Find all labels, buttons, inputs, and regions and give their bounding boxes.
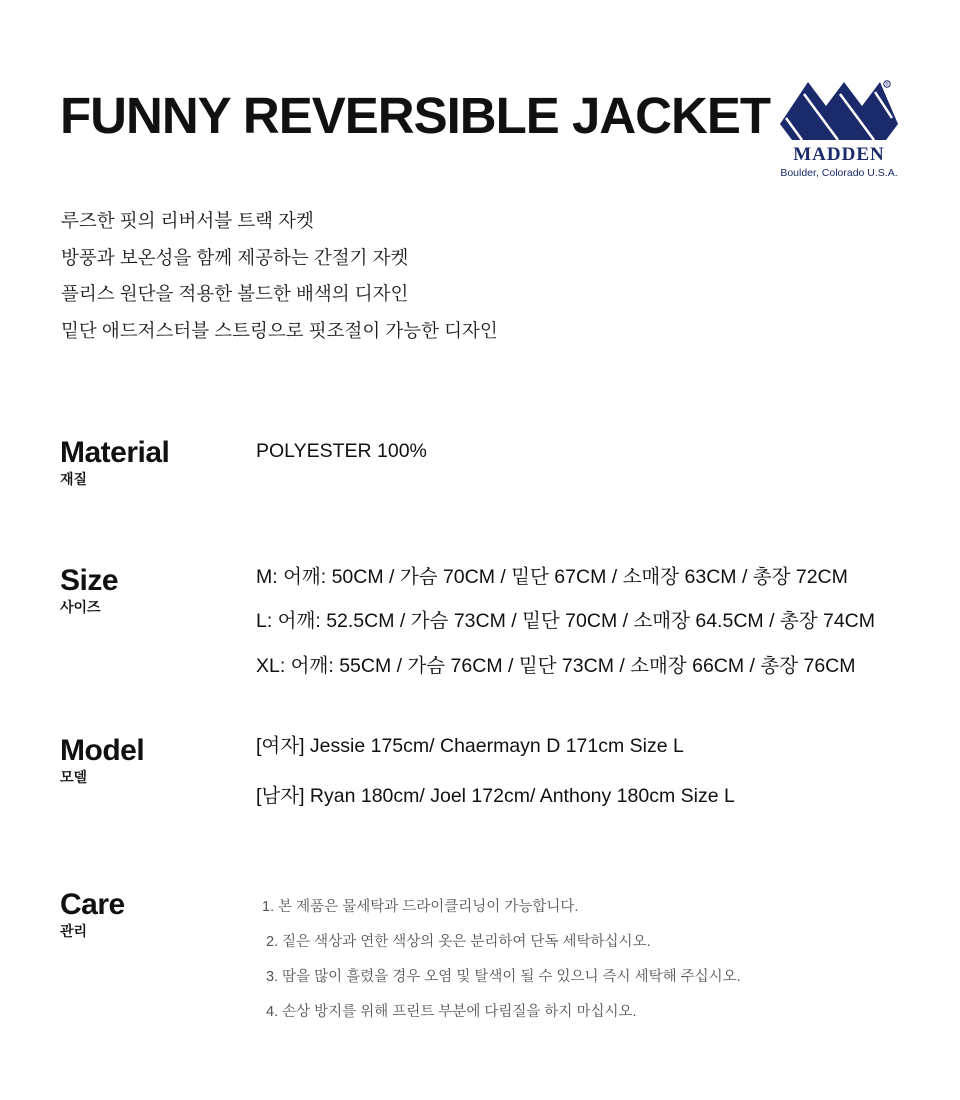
size-label-ko: 사이즈 [60,599,101,615]
material-label-ko: 재질 [60,471,88,487]
size-label-en: Size [60,564,119,597]
care-instruction-list [262,890,741,1030]
size-row-m: M: 어깨: 50CM / 가슴 70CM / 밑단 67CM / 소매장 63CM / 총장 72CM [256,566,848,588]
size-section-label [60,564,118,616]
model-row-women: [여자] Jessie 175cm/ Chaermayn D 171cm Size L [256,735,684,757]
care-item: 3. 땀을 많이 흘렸을 경우 오염 및 탈색이 될 수 있으니 즉시 세탁해 주십시오. [266,969,741,985]
feature-item: 밑단 애드저스터블 스트링으로 핏조절이 가능한 디자인 [61,319,498,341]
feature-list [61,203,498,349]
feature-item: 방풍과 보온성을 함께 제공하는 간절기 자켓 [61,246,409,268]
mountain-logo-icon [778,78,900,144]
feature-item: 플리스 원단을 적용한 볼드한 배색의 디자인 [61,283,409,304]
model-label-en: Model [60,734,145,767]
madden-logo [778,78,900,182]
care-item: 2. 짙은 색상과 연한 색상의 옷은 분리하여 단독 세탁하십시오. [266,934,651,950]
material-section-label [60,436,169,488]
feature-item: 루즈한 핏의 리버서블 트랙 자켓 [61,210,314,231]
care-label-ko: 관리 [60,923,88,939]
model-section-label [60,734,144,786]
care-item: 4. 손상 방지를 위해 프린트 부분에 다림질을 하지 마십시오. [266,1004,637,1020]
size-row-l: L: 어깨: 52.5CM / 가슴 73CM / 밑단 70CM / 소매장 64.5CM / 총장 74CM [256,610,876,632]
registered-mark: ® [885,82,889,89]
care-section-label [60,888,125,940]
model-label-ko: 모델 [60,769,88,785]
care-label-en: Care [60,888,125,921]
material-label-en: Material [60,436,170,469]
model-row-men: [남자] Ryan 180cm/ Joel 172cm/ Anthony 180cm Size L [256,785,735,807]
size-row-xl: XL: 어깨: 55CM / 가슴 76CM / 밑단 73CM / 소매장 66CM / 총장 76CM [256,655,856,677]
product-title: FUNNY REVERSIBLE JACKET [60,87,771,144]
material-value: POLYESTER 100% [256,440,427,462]
brand-tagline: Boulder, Colorado U.S.A. [780,167,898,179]
brand-name: MADDEN [793,144,885,165]
care-item: 1. 본 제품은 물세탁과 드라이클리닝이 가능합니다. [262,899,579,915]
